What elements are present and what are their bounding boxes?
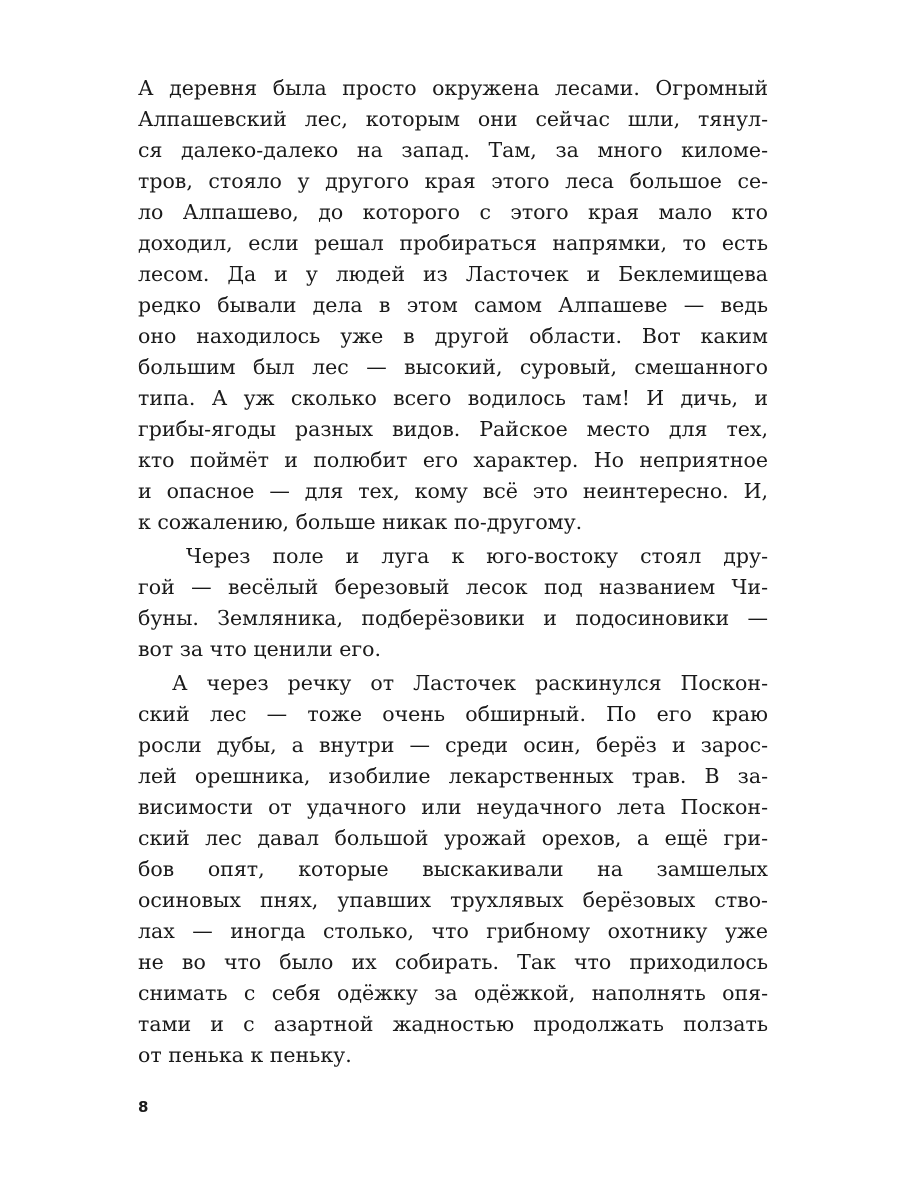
text-line: А через речку от Ласточек раскинулся Поскон- [172, 671, 768, 695]
text-line: осиновых пнях, упавших трухлявых берёзовых ство- [138, 888, 768, 912]
paragraph-2 [138, 541, 768, 665]
text-line: висимости от удачного или неудачного лета Поскон- [138, 795, 768, 819]
paragraph-3 [138, 668, 768, 1071]
text-line: не во что было их собирать. Так что приходилось [138, 950, 768, 974]
text-line: лах — иногда столько, что грибному охотнику уже [138, 919, 768, 943]
text-line: Через поле и луга к юго-востоку стоял дру- [186, 544, 768, 568]
text-line: ло Алпашево, до которого с этого края мало кто [138, 200, 768, 224]
text-line: кто поймёт и полюбит его характер. Но неприятное [138, 448, 768, 472]
text-line: Алпашевский лес, которым они сейчас шли, тянул- [138, 107, 768, 131]
text-line: к сожалению, больше никак по-другому. [138, 510, 583, 534]
text-line: редко бывали дела в этом самом Алпашеве — ведь [138, 293, 768, 317]
text-line: оно находилось уже в другой области. Вот каким [138, 324, 768, 348]
text-line: ский лес — тоже очень обширный. По его краю [138, 702, 768, 726]
text-line: тров, стояло у другого края этого леса большое се- [138, 169, 768, 193]
page-body [138, 73, 768, 1071]
text-line: вот за что ценили его. [138, 637, 381, 661]
text-line: типа. А уж сколько всего водилось там! И дичь, и [138, 386, 768, 410]
text-line: лей орешника, изобилие лекарственных трав. В за- [138, 764, 768, 788]
text-line: А деревня была просто окружена лесами. Огромный [138, 76, 768, 100]
text-line: от пенька к пеньку. [138, 1043, 352, 1067]
text-line: росли дубы, а внутри — среди осин, берёз и зарос- [138, 733, 768, 757]
text-line: и опасное — для тех, кому всё это неинтересно. И, [138, 479, 768, 503]
text-line: снимать с себя одёжку за одёжкой, наполнять опя- [138, 981, 768, 1005]
text-line: ся далеко-далеко на запад. Там, за много киломе- [138, 138, 768, 162]
text-line: бов опят, которые выскакивали на замшелых [138, 857, 768, 881]
page-number: 8 [138, 1098, 149, 1116]
text-line: буны. Земляника, подберёзовики и подосиновики — [138, 606, 768, 630]
text-line: ский лес давал большой урожай орехов, а ещё гри- [138, 826, 768, 850]
paragraph-1 [138, 73, 768, 538]
text-line: тами и с азартной жадностью продолжать ползать [138, 1012, 768, 1036]
text-line: большим был лес — высокий, суровый, смешанного [138, 355, 768, 379]
text-line: гой — весёлый березовый лесок под названием Чи- [138, 575, 768, 599]
text-line: лесом. Да и у людей из Ласточек и Беклемищева [138, 262, 768, 286]
text-line: грибы-ягоды разных видов. Райское место для тех, [138, 417, 768, 441]
text-line: доходил, если решал пробираться напрямки, то есть [138, 231, 768, 255]
